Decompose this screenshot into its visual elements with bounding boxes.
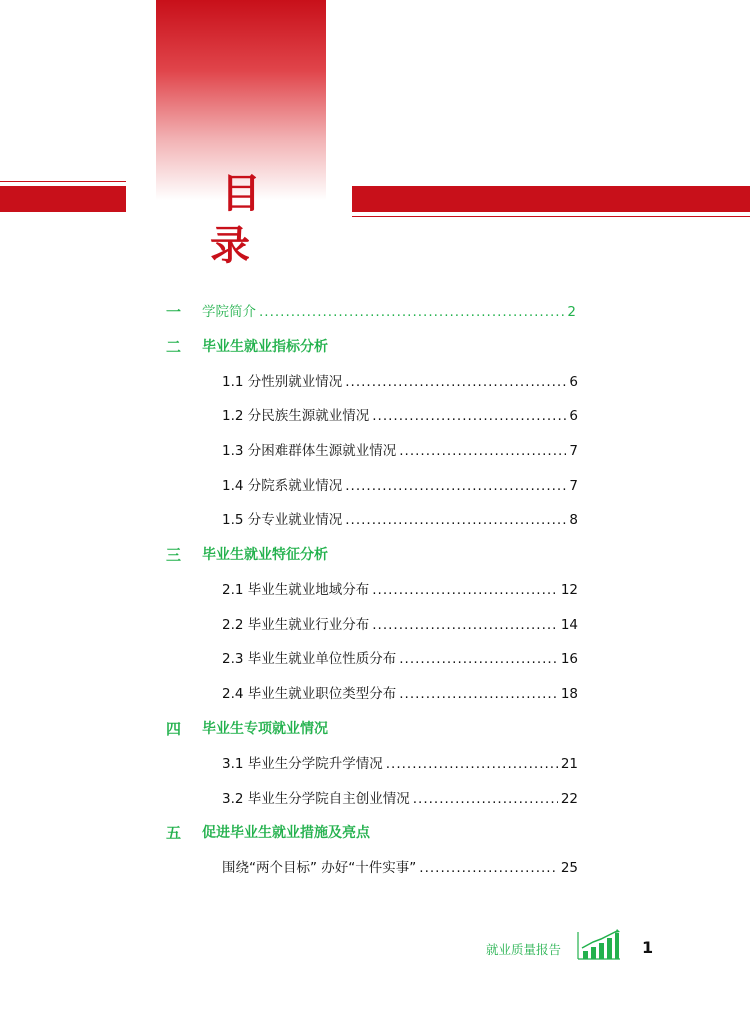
toc-section-label: 毕业生专项就业情况 (202, 721, 328, 737)
toc-page-number: 2 (567, 304, 576, 320)
toc-page-number: 7 (569, 478, 578, 494)
toc-entry-text: 2.2 毕业生就业行业分布 (222, 617, 370, 633)
toc-entry[interactable] (222, 578, 578, 602)
toc-entry[interactable] (222, 752, 578, 776)
toc-entry-text: 围绕“两个目标” 办好“十件实事” (222, 860, 417, 876)
footer-report-name: 就业质量报告 (486, 942, 562, 957)
toc-page-number: 12 (560, 582, 578, 598)
toc-entry[interactable] (222, 404, 578, 428)
toc-page-number: 16 (560, 651, 578, 667)
toc-page-number: 7 (569, 443, 578, 459)
toc-entry-text: 3.1 毕业生分学院升学情况 (222, 756, 383, 772)
toc-page-number: 22 (560, 791, 578, 807)
page-title: 目 录 (210, 171, 283, 269)
toc-section-number: 二 (166, 338, 182, 356)
toc-page-number: 25 (560, 860, 578, 876)
toc-entry-text: 3.2 毕业生分学院自主创业情况 (222, 791, 410, 807)
toc-leader-dots (259, 300, 564, 324)
toc-leader-dots (345, 474, 566, 498)
toc-entry-text: 1.5 分专业就业情况 (222, 512, 343, 528)
toc-leader-dots (345, 508, 566, 532)
toc-leader-dots (372, 613, 558, 637)
toc-leader-dots (399, 647, 558, 671)
toc-page-number: 14 (560, 617, 578, 633)
toc-section-number: 四 (166, 720, 182, 738)
toc-page-number: 21 (560, 756, 578, 772)
toc-page-number: 6 (569, 408, 578, 424)
toc-section-label: 促进毕业生就业措施及亮点 (202, 825, 370, 841)
toc-entry[interactable] (222, 682, 578, 706)
toc-leader-dots (372, 578, 558, 602)
toc-section-number: 三 (166, 546, 182, 564)
toc-section-3[interactable] (166, 543, 586, 567)
toc-section-4[interactable] (166, 717, 586, 741)
toc-entry[interactable] (222, 474, 578, 498)
toc-section-label: 毕业生就业特征分析 (202, 547, 328, 563)
toc-entry[interactable] (222, 508, 578, 532)
toc-entry[interactable] (222, 787, 578, 811)
toc-entry-text: 2.3 毕业生就业单位性质分布 (222, 651, 397, 667)
toc-entry-text: 2.4 毕业生就业职位类型分布 (222, 686, 397, 702)
toc-entry[interactable] (222, 647, 578, 671)
toc-page-number: 18 (560, 686, 578, 702)
toc-entry[interactable] (222, 613, 578, 637)
toc-section-label: 学院简介 (202, 304, 256, 320)
toc-page-number: 8 (569, 512, 578, 528)
toc-entry[interactable] (222, 439, 578, 463)
toc-section-label: 毕业生就业指标分析 (202, 339, 328, 355)
page-number: 1 (642, 938, 654, 957)
toc-entry-text: 1.2 分民族生源就业情况 (222, 408, 370, 424)
toc-leader-dots (372, 404, 566, 428)
toc-page-number: 6 (569, 374, 578, 390)
toc-entry-text: 1.3 分困难群体生源就业情况 (222, 443, 397, 459)
toc-leader-dots (399, 439, 566, 463)
toc-entry[interactable] (222, 370, 578, 394)
toc-section-number: 一 (166, 303, 182, 321)
toc-leader-dots (399, 682, 558, 706)
toc-leader-dots (345, 370, 566, 394)
toc-entry-text: 2.1 毕业生就业地域分布 (222, 582, 370, 598)
toc-section-number: 五 (166, 824, 182, 842)
toc-entry[interactable] (222, 856, 578, 880)
toc-leader-dots (419, 856, 558, 880)
bar-chart-growth-icon (577, 928, 621, 960)
toc-entry-text: 1.4 分院系就业情况 (222, 478, 343, 494)
toc-section-2[interactable] (166, 335, 586, 359)
toc-leader-dots (413, 787, 558, 811)
toc-entry-section-1[interactable] (202, 300, 576, 324)
toc-section-5[interactable] (166, 821, 586, 845)
toc-leader-dots (386, 752, 558, 776)
toc-entry-text: 1.1 分性别就业情况 (222, 374, 343, 390)
